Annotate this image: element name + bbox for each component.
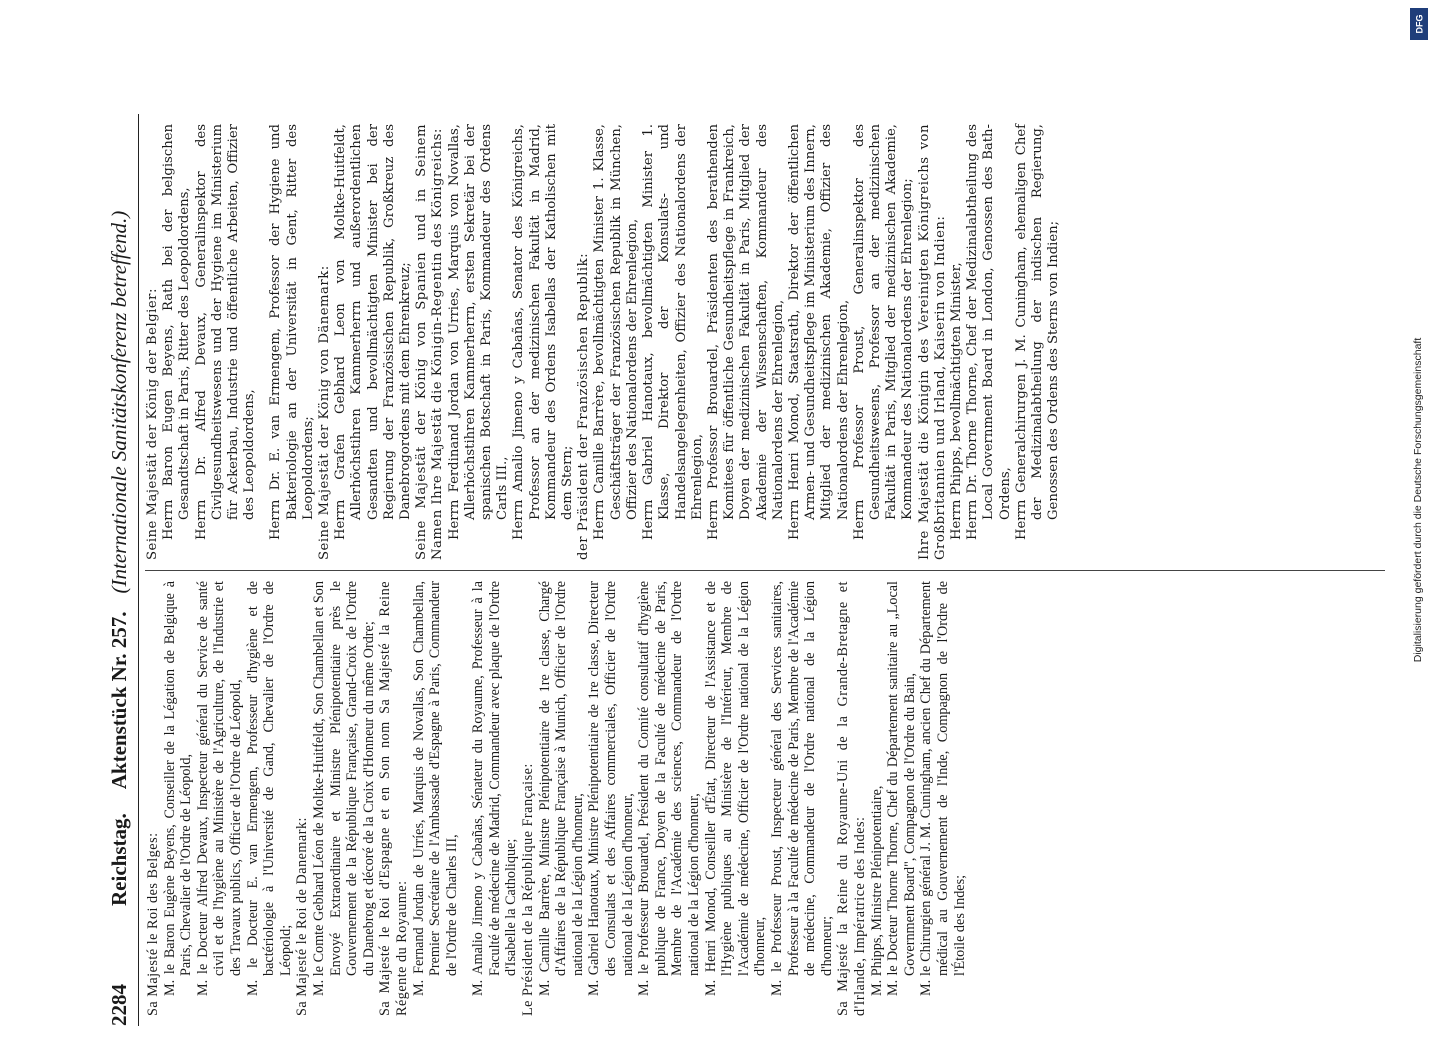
delegate-entry: M. le Baron Eugène Beyens, Conseiller de la Légation de Belgique à Paris, Chevalier de l'Ordre de Léopold, (161, 581, 195, 996)
delegate-entry: Herrn Dr. Alfred Devaux, Generalinspektor des Civilgesundheitswesens und der Hygiene im Ministerium für Ackerbau, Industrie und öffentliche Arbeiten, Offizier des Leopoldordens, (193, 124, 258, 540)
digitization-credit (1406, 10, 1430, 990)
delegate-entry: Herrn Professor Brouardel, Präsidenten des berathenden Komitees für öffentliche Gesundheitspflege in Frankreich, Doyen der medizinischen Fakultät in Paris, Mitglied der Akademie der Wissenschaften, Kommandeur des Nationalordens der Ehrenlegion, (705, 124, 786, 540)
delegate-entry: Herrn Professor Proust, Generalinspektor des Gesundheitswesens, Professor an der medizinischen Fakultät in Paris, Mitglied der medizinischen Akademie, Kommandeur des Nationalordens der Ehrenlegion; (851, 124, 916, 540)
sovereign-heading: Sa Majesté la Reine du Royaume-Uni de la Grande-Bretagne et d'Irlande, Impératrice des Indes: (835, 581, 868, 1016)
delegate-entry: M. le Chirurgien général J. M. Cuningham, ancien Chef du Département médical au Gouvernement de l'Inde, Compagnon de l'Ordre de l'Étoile des Indes; (918, 581, 968, 996)
sovereign-heading: Ihre Majestät die Königin des Vereinigten Königreichs von Großbritannien und Irland, Kaiserin von Indien: (916, 124, 948, 560)
delegate-entry: M. le Professeur Brouardel, Président du Comité consultatif d'hygiène publique de France, Doyen de la Faculté de médecine de Paris, Membre de l'Académie des sciences, Commandeur de l'Ordre national de la Légion d'honneur, (636, 581, 702, 996)
delegate-entry: M. le Docteur Alfred Devaux, Inspecteur général du Service de santé civil et de l'hygiène au Ministère de l'Agriculture, de l'Industrie et des Travaux publics, Officier de l'Ordre de Léopold, (194, 581, 244, 996)
delegate-entry: Herrn Baron Eugen Beyens, Rath bei der belgischen Gesandtschaft in Paris, Ritter des Leopoldordens, (161, 124, 193, 540)
sovereign-heading: Seine Majestät der König von Spanien und in Seinem Namen Ihre Majestät die Königin-Regentin des Königreichs: (414, 124, 446, 560)
delegate-entry: M. Camille Barrère, Ministre Plénipotentiaire de 1re classe, Chargé d'Affaires de la République Française à Munich, Officier de l'Ordre national de la Légion d'honneur, (536, 581, 586, 996)
two-column-body (139, 114, 1385, 1026)
delegate-entry: Herrn Henri Monod, Staatsrath, Direktor der öffentlichen Armen- und Gesundheitspflege im Ministerium des Innern, Mitglied der medizinischen Akademie, Offizier des Nationalordens der Ehrenlegion, (786, 124, 851, 540)
document-subject: (Internationale Sanitätskonferenz betreffend.) (107, 210, 131, 594)
sovereign-heading: der Präsident der Französischen Republik: (576, 252, 592, 560)
sovereign-heading: Seine Majestät der König von Dänemark: (317, 265, 333, 560)
sovereign-heading: Seine Majestät der König der Belgier: (145, 288, 160, 560)
act-number: Aktenstück Nr. 257. (107, 611, 131, 790)
sovereign-heading: Sa Majesté le Roi des Belges: (145, 832, 161, 1016)
document-page (100, 100, 1420, 1040)
delegate-entry: M. Gabriel Hanotaux, Ministre Plénipotentiaire de 1re classe, Directeur des Consulats et des Affaires commerciales, Officier de l'Ordre national de la Légion d'honneur, (586, 581, 636, 996)
dfg-logo-text: DFG (1414, 14, 1424, 34)
delegate-entry: M. le Docteur Thorne Thorne, Chef du Département sanitaire au „Local Government Board", Compagnon de l'Ordre du Bain, (885, 581, 918, 996)
delegate-entry: Herrn Amalio Jimeno y Cabañas, Senator des Königreichs, Professor an der medizinischen Fakultät in Madrid, Kommandeur des Ordens Isabellas der Katholischen mit dem Stern; (511, 124, 576, 540)
delegate-entry: M. Phipps, Ministre Plénipotentiaire, (868, 785, 885, 996)
delegate-entry: M. le Professeur Proust, Inspecteur général des Services sanitaires, Professeur à la Faculté de médecine de Paris, Membre de l'Académie de médecine, Commandeur de l'Ordre national de la Légion d'honneur; (768, 581, 835, 996)
delegate-entry: M. Amalio Jimeno y Cabañas, Sénateur du Royaume, Professeur à la Faculté de médecine de Madrid, Commandeur avec plaque de l'Ordre d'Isabelle la Catholique; (470, 581, 520, 996)
credit-text: Digitalisierung gefördert durch die Deutsche Forschungsgemeinschaft (1412, 337, 1424, 663)
delegate-entry: Herrn Dr. E. van Ermengem, Professor der Hygiene und Bakteriologie an der Universität in Gent, Ritter des Leopoldordens; (268, 124, 316, 540)
delegate-entry: M. le Comte Gebhard Léon de Moltke-Huitfeldt, Son Chambellan et Son Envoyé Extraordinaire et Ministre Plénipotentiaire près le Gouvernement de la République Française, Grand-Croix de l'Ordre du Danebrog et décoré de la Croix d'Honneur du même Ordre; (310, 581, 377, 996)
page-number: 2284 (107, 984, 131, 1026)
delegate-entry: Herrn Grafen Gebhard Leon von Moltke-Huitfeldt, Allerhöchstihren Kammerherrn und außerordentlichen Gesandten und bevollmächtigten Minister bei der Regierung der Französischen Republik, Großkreuz des Danebrogordens mit dem Ehrenkreuz; (333, 124, 414, 540)
running-head: Reichstag. (107, 813, 131, 906)
delegate-entry: Herrn Dr. Thorne Thorne, Chef der Medizinalabtheilung des Local Government Board in London, Genossen des Bath-Ordens, (965, 124, 1013, 540)
delegate-entry: M. Henri Monod, Conseiller d'État, Directeur de l'Assistance et de l'Hygiène publiques au Ministère de l'Intérieur, Membre de l'Académie de médecine, Officier de l'Ordre national de la Légion d'honneur, (702, 581, 769, 996)
delegate-entry: Herrn Ferdinand Jordan von Urries, Marquis von Novallas, Allerhöchstihren Kammerherrn, ersten Sekretär bei der spanischen Botschaft in Paris, Kommandeur des Ordens Carls III., (446, 124, 511, 540)
delegate-entry: Herrn Camille Barrère, bevollmächtigten Minister 1. Klasse, Geschäftsträger der Französischen Republik in München, Offizier des Nationalordens der Ehrenlegion, (592, 124, 640, 540)
french-column (145, 570, 1385, 1026)
delegate-entry: M. le Docteur E. van Ermengem, Professeur d'hygiène et de bactériologie à l'Université de Gand, Chevalier de l'Ordre de Léopold; (244, 581, 294, 996)
delegate-entry: Herrn Gabriel Hanotaux, bevollmächtigten Minister 1. Klasse, Direktor der Konsulats- und Handelsangelegenheiten, Offizier des Nationalordens der Ehrenlegion, (641, 124, 705, 540)
sovereign-heading: Le Président de la République Française: (520, 763, 537, 1016)
delegate-entry: Herrn Generalchirurgen J. M. Cuningham, ehemaligen Chef der Medizinalabtheilung der indischen Regierung, Genossen des Ordens des Sterns von Indien; (1013, 124, 1062, 540)
delegate-entry: M. Fernand Jordan de Urríes, Marquis de Novallas, Son Chambellan, Premier Secrétaire de l'Ambassade d'Espagne à Paris, Commandeur de l'Ordre de Charles III, (410, 581, 460, 996)
page-header (100, 114, 139, 1026)
sovereign-heading: Sa Majesté le Roi d'Espagne et en Son nom Sa Majesté la Reine Régente du Royaume: (377, 581, 410, 1016)
delegate-entry: Herrn Phipps, bevollmächtigten Minister, (948, 262, 964, 540)
sovereign-heading: Sa Majesté le Roi de Danemark: (294, 817, 311, 1016)
german-column (145, 114, 1385, 570)
